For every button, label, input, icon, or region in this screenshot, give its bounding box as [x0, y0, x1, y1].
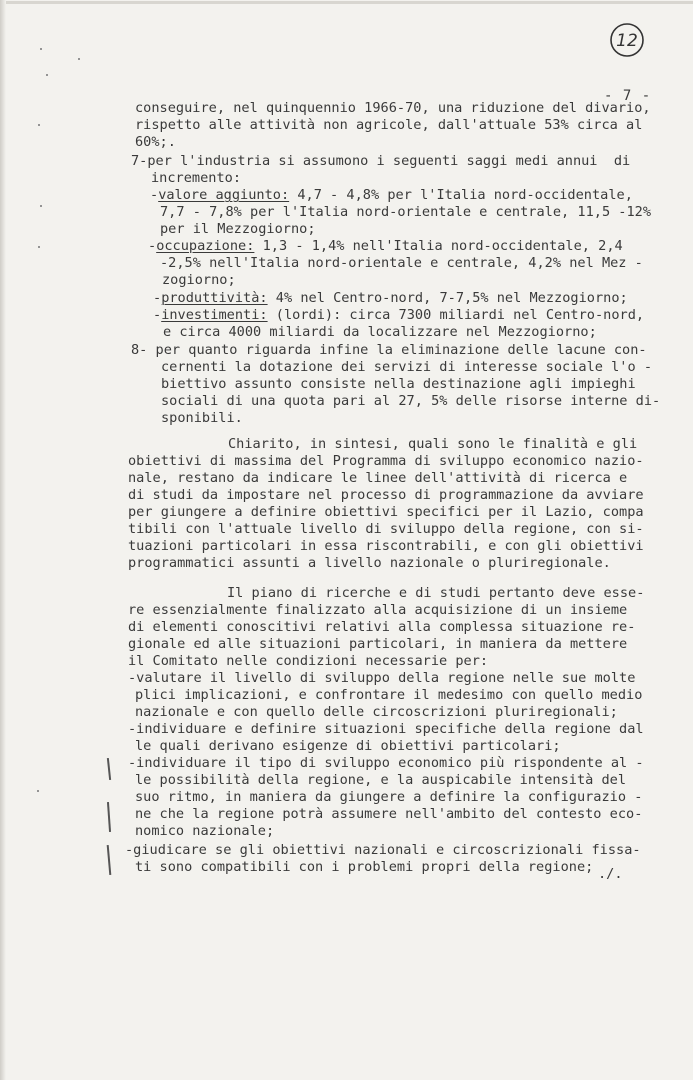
paper-speck — [46, 74, 48, 76]
text-line: tuazioni particolari in essa riscontrabili, e con gli obiettivi — [128, 538, 644, 554]
text-line: di elementi conoscitivi relativi alla complessa situazione re- — [128, 619, 636, 635]
paper-speck — [38, 246, 40, 248]
text-line: 7-per l'industria si assumono i seguenti saggi medi annui di — [131, 153, 631, 169]
paper-speck — [40, 48, 42, 50]
text-line: incremento: — [151, 170, 242, 186]
text-line: -giudicare se gli obiettivi nazionali e circoscrizionali fissa- — [125, 842, 641, 858]
text-line: 7,7 - 7,8% per l'Italia nord-orientale e centrale, 11,5 -12% — [160, 204, 652, 220]
stamp-number: 12 — [616, 31, 638, 51]
text-line: nazionale e con quello delle circoscrizioni pluriregionali; — [135, 704, 618, 720]
text-line: cernenti la dotazione dei servizi di interesse sociale l'o - — [161, 359, 653, 375]
margin-pencil-mark — [107, 845, 112, 875]
text-line: zogiorno; — [162, 272, 236, 288]
text-line: per il Mezzogiorno; — [160, 221, 316, 237]
text-line: sponibili. — [161, 410, 243, 426]
text-line: conseguire, nel quinquennio 1966-70, una riduzione del divario, — [135, 100, 651, 116]
text-line: ti sono compatibili con i problemi propri della regione; — [135, 859, 594, 875]
text-line: -valutare il livello di sviluppo della regione nelle sue molte — [128, 670, 636, 686]
text-line: programmatici assunti a livello nazionale o pluriregionale. — [128, 555, 611, 571]
text-line: 8- per quanto riguarda infine la eliminazione delle lacune con- — [131, 342, 647, 358]
text-line: di studi da impostare nel processo di programmazione da avviare — [128, 487, 644, 503]
text-line: gionale ed alle situazioni particolari, in maniera da mettere — [128, 636, 628, 652]
text-line: le quali derivano esigenze di obiettivi particolari; — [135, 738, 561, 754]
page-number: - 7 - — [604, 88, 652, 104]
text-line: re essenzialmente finalizzato alla acquisizione di un insieme — [128, 602, 628, 618]
margin-pencil-mark — [107, 802, 111, 832]
text-line: ne che la regione potrà assumere nell'ambito del contesto eco- — [135, 806, 643, 822]
text-line: il Comitato nelle condizioni necessarie per: — [128, 653, 489, 669]
text-line: obiettivi di massima del Programma di sviluppo economico nazio- — [128, 453, 644, 469]
underlined-keyword: investimenti: — [161, 307, 268, 323]
underlined-keyword: occupazione: — [156, 238, 255, 254]
text-line: per giungere a definire obiettivi specifici per il Lazio, compa — [128, 504, 644, 520]
paper-speck — [37, 790, 39, 792]
paper-speck — [40, 205, 42, 207]
text-line: tibili con l'attuale livello di sviluppo della regione, con si- — [128, 521, 644, 537]
paper-speck — [78, 58, 80, 60]
text-line: Il piano di ricerche e di studi pertanto deve esse- — [227, 585, 645, 601]
text-line: Chiarito, in sintesi, quali sono le finalità e gli — [228, 436, 638, 452]
paper-speck — [38, 124, 40, 126]
text-line: plici implicazioni, e confrontare il medesimo con quello medio — [135, 687, 643, 703]
text-line: -2,5% nell'Italia nord-orientale e centrale, 4,2% nel Mez - — [160, 255, 643, 271]
text-line-valore: -valore aggiunto: 4,7 - 4,8% per l'Italia nord-occidentale, — [150, 187, 633, 203]
underlined-keyword: produttività: — [161, 290, 268, 306]
text-line-occupazione: -occupazione: 1,3 - 1,4% nell'Italia nord-occidentale, 2,4 — [148, 238, 623, 254]
text-line: biettivo assunto consiste nella destinazione agli impieghi — [161, 376, 636, 392]
continuation-mark: ./. — [598, 866, 623, 882]
text-line: sociali di una quota pari al 27, 5% delle risorse interne di- — [161, 393, 661, 409]
text-line: e circa 4000 miliardi da localizzare nel Mezzogiorno; — [163, 324, 597, 340]
text-line: -individuare e definire situazioni specifiche della regione dal — [128, 721, 644, 737]
text-line: -individuare il tipo di sviluppo economico più rispondente al - — [128, 755, 644, 771]
text-line-produttivita: -produttività: 4% nel Centro-nord, 7-7,5% nel Mezzogiorno; — [153, 290, 628, 306]
text-line-investimenti: -investimenti: (lordi): circa 7300 miliardi nel Centro-nord, — [153, 307, 645, 323]
text-line: le possibilità della regione, e la auspicabile intensità del — [135, 772, 627, 788]
text-line: rispetto alle attività non agricole, dall'attuale 53% circa al — [135, 117, 643, 133]
text-line: 60%;. — [135, 134, 176, 150]
underlined-keyword: valore aggiunto: — [158, 187, 290, 203]
text-line: suo ritmo, in maniera da giungere a definire la configurazio - — [135, 789, 643, 805]
text-line: nale, restano da indicare le linee dell'attività di ricerca e — [128, 470, 628, 486]
text-line: nomico nazionale; — [135, 823, 275, 839]
